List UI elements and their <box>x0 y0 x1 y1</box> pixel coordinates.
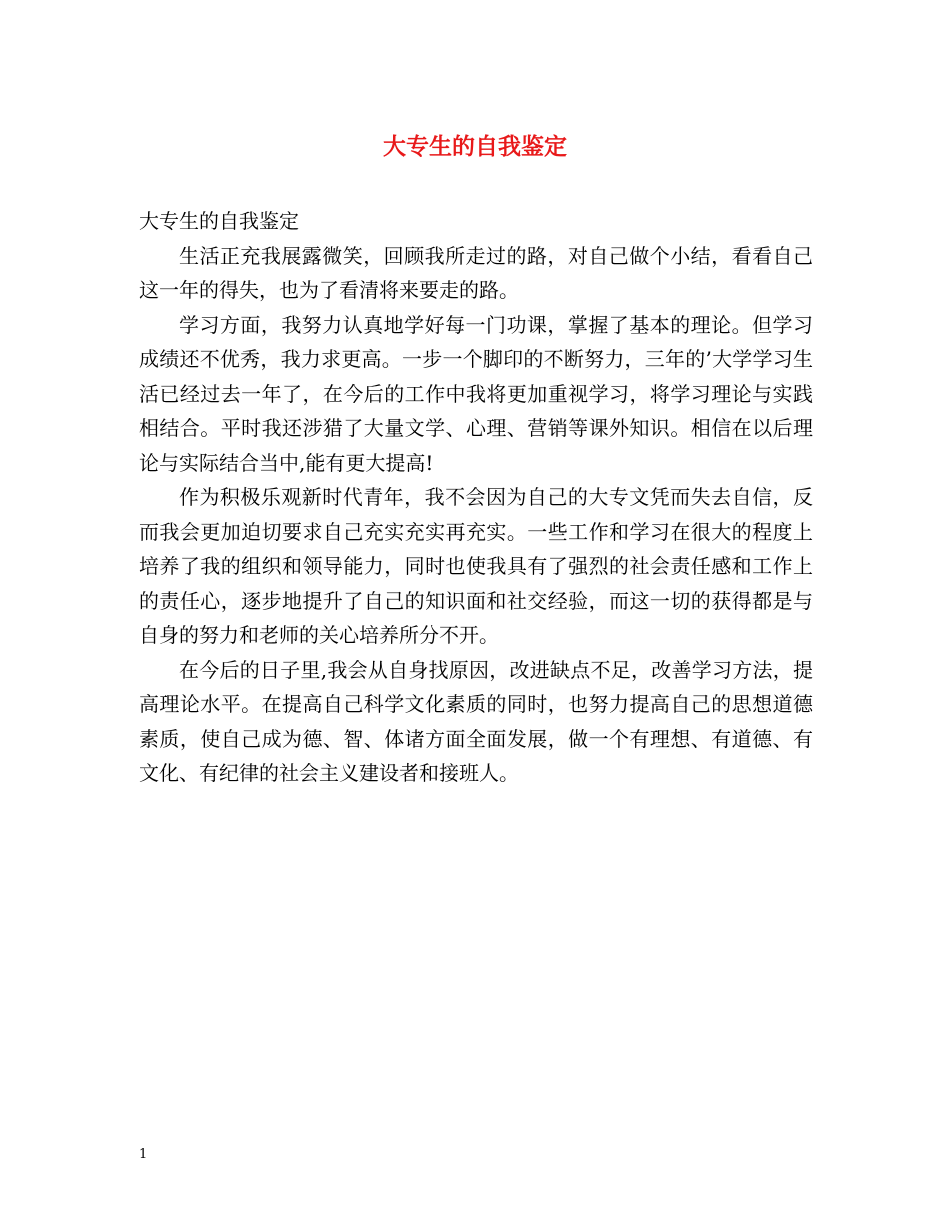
paragraph-future: 在今后的日子里,我会从自身找原因，改进缺点不足，改善学习方法，提高理论水平。在提高自己科学文化素质的同时，也努力提高自己的思想道德素质，使自己成为德、智、体诸方面全面发展，做一个有理想、有道德、有文化、有纪律的社会主义建设者和接班人。 <box>139 657 813 785</box>
document-body <box>139 204 813 791</box>
paragraph-intro: 生活正充我展露微笑，回顾我所走过的路，对自己做个小结，看看自己这一年的得失，也为了看清将来要走的路。 <box>139 243 813 302</box>
page-number: 1 <box>139 1147 148 1162</box>
paragraph-attitude: 作为积极乐观新时代青年，我不会因为自己的大专文凭而失去自信，反而我会更加迫切要求自己充实充实再充实。一些工作和学习在很大的程度上培养了我的组织和领导能力，同时也使我具有了强烈的社会责任感和工作上的责任心，逐步地提升了自己的知识面和社交经验，而这一切的获得都是与自身的努力和老师的关心培养所分不开。 <box>139 485 813 647</box>
paragraph-study: 学习方面，我努力认真地学好每一门功课，掌握了基本的理论。但学习成绩还不优秀，我力求更高。一步一个脚印的不断努力，三年的’大学学习生活已经过去一年了，在今后的工作中我将更加重视学习，将学习理论与实践相结合。平时我还涉猎了大量文学、心理、营销等课外知识。相信在以后理论与实际结合当中,能有更大提高! <box>139 312 813 475</box>
document-title: 大专生的自我鉴定 <box>383 133 567 160</box>
document-subtitle: 大专生的自我鉴定 <box>139 209 299 233</box>
